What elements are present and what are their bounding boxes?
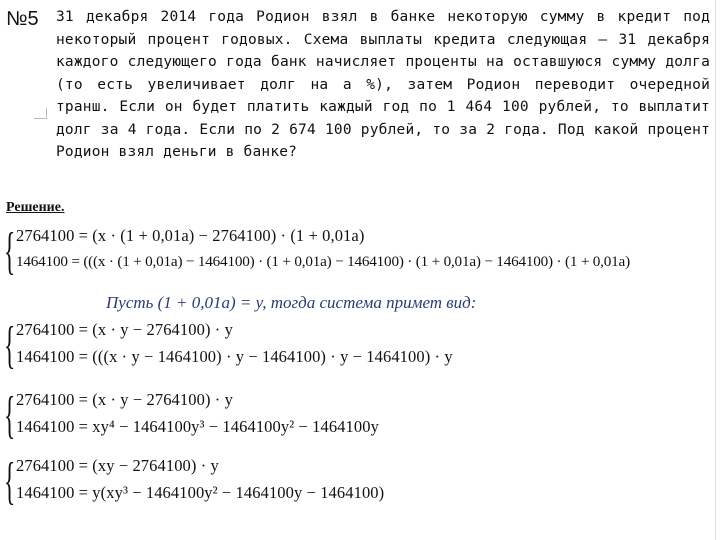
system-brace: { bbox=[4, 387, 16, 444]
system-brace: { bbox=[4, 453, 16, 510]
equation: 2764100 = (xy − 2764100) · y bbox=[16, 456, 219, 475]
problem-number: №5 bbox=[6, 8, 39, 30]
substitution-text: Пусть (1 + 0,01a) = y, тогда система примет вид: bbox=[106, 293, 477, 312]
equation: 1464100 = (((x · (1 + 0,01a) − 1464100) · (1 + 0,01a) − 1464100) · (1 + 0,01a) − 1464100) · (1 + 0,01a) bbox=[16, 253, 630, 270]
equation-system-4 bbox=[4, 453, 718, 512]
solution-heading: Решение. bbox=[6, 200, 65, 215]
equation: 2764100 = (x · y − 2764100) · y bbox=[16, 320, 233, 339]
equation: 1464100 = (((x · y − 1464100) · y − 1464100) · y − 1464100) · y bbox=[16, 347, 453, 366]
margin-marker bbox=[34, 108, 47, 119]
equation-system-2 bbox=[4, 317, 718, 376]
problem-text: 31 декабря 2014 года Родион взял в банке некоторую сумму в кредит под некоторый процент годовых. Схема выплаты кредита следующая – 31 декабря каждого следующего года банк начисляет проценты на оставшуюся сумму долга (то есть увеличивает долг на а %), затем Родион переводит очередной транш. Если он будет платить каждый год по 1 464 100 рублей, то выплатит долг за 4 года. Если по 2 674 100 рублей, то за 2 года. Под какой процент Родион взял деньги в банке? bbox=[56, 9, 710, 160]
equation: 2764100 = (x · (1 + 0,01a) − 2764100) · (1 + 0,01a) bbox=[16, 226, 365, 245]
equation: 1464100 = y(xy³ − 1464100y² − 1464100y − 1464100) bbox=[16, 483, 385, 502]
equation-system-1 bbox=[4, 223, 718, 282]
equation: 2764100 = (x · y − 2764100) · y bbox=[16, 390, 233, 409]
equation: 1464100 = xy⁴ − 1464100y³ − 1464100y² − 1464100y bbox=[16, 417, 379, 436]
system-brace: { bbox=[4, 223, 16, 280]
system-brace: { bbox=[4, 317, 16, 374]
equation-system-3 bbox=[4, 387, 718, 446]
